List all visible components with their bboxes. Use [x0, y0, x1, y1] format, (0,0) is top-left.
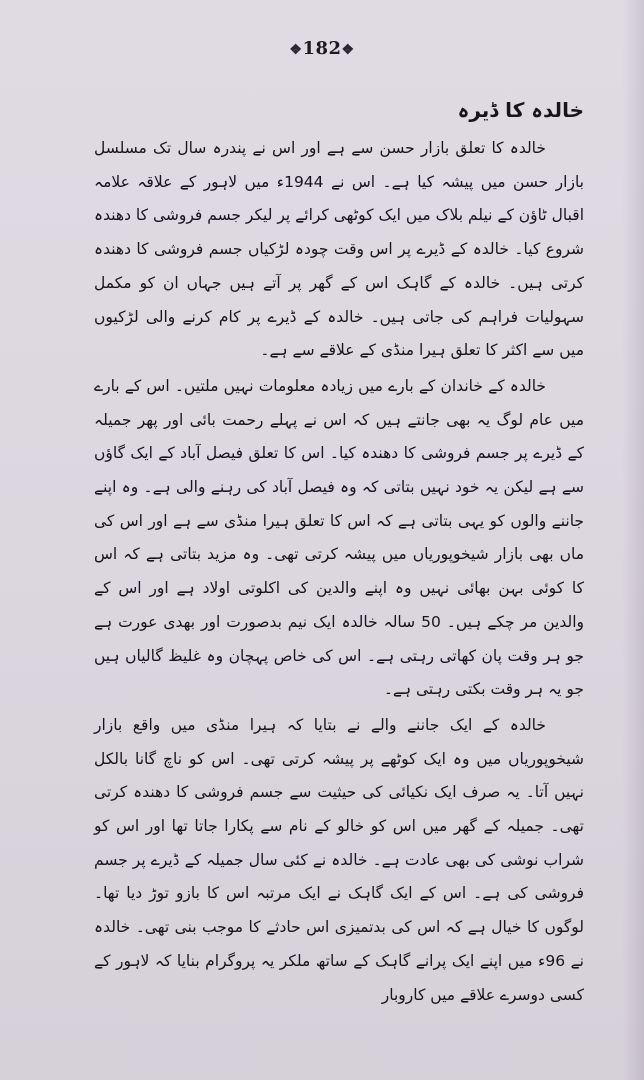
paragraph-3: خالدہ کے ایک جاننے والے نے بتایا کہ ہیرا منڈی میں واقع بازار شیخوپوریاں میں وہ ایک کوٹھے پر پیشہ کرتی تھی۔ اس کو ناچ گانا بالکل نہیں آتا۔ یہ صرف ایک نکیائی کی حیثیت سے جسم فروشی کا دھندہ کرتی تھی۔ جمیلہ کے گھر میں اس کو خالو کے نام سے پکارا جاتا تھا اور اس کو شراب نوشی کی بھی عادت ہے۔ خالدہ نے کئی سال جمیلہ کے ڈیرے پر جسم فروشی کی ہے۔ اس کے ایک گاہک نے ایک مرتبہ اس کا بازو توڑ دیا تھا۔ لوگوں کا خیال ہے کہ اس کی بدتمیزی اس حادثے کا موجب بنی تھی۔ خالدہ نے 96ء میں اپنے ایک پرانے گاہک کے ساتھ ملکر یہ پروگرام بنایا کہ لاہور کے کسی دوسرے علاقے میں کاروبار: [94, 715, 584, 1004]
article-heading: خالدہ کا ڈیرہ: [457, 98, 584, 122]
article-body: [94, 92, 584, 1012]
ornament-right-icon: ❖: [341, 42, 355, 58]
paragraph-1: خالدہ کا تعلق بازار حسن سے ہے اور اس نے پندرہ سال تک مسلسل بازار حسن میں پیشہ کیا ہے۔ اس نے 1944ء میں لاہور کے علاقہ علامہ اقبال ٹاؤن کے نیلم بلاک میں ایک کوٹھی کرائے پر لیکر جسم فروشی کا دھندہ شروع کیا۔ خالدہ کے ڈیرے پر اس وقت چودہ لڑکیاں جسم فروشی کا دھندہ کرتی ہیں۔ خالدہ کے گاہک اس کے گھر پر آتے ہیں جہاں ان کو مکمل سہولیات فراہم کی جاتی ہیں۔ خالدہ کے ڈیرے پر کام کرنے والی لڑکیوں میں سے اکثر کا تعلق ہیرا منڈی کے علاقے سے ہے۔: [94, 139, 584, 360]
page-number: [0, 38, 644, 59]
page-edge-shadow: [622, 0, 644, 1080]
ornament-left-icon: ❖: [289, 42, 303, 58]
page-number-value: 182: [302, 38, 342, 59]
paragraph-2: خالدہ کے خاندان کے بارے میں زیادہ معلومات نہیں ملتیں۔ اس کے بارے میں عام لوگ یہ بھی جانتے ہیں کہ اس نے پہلے رحمت بائی اور پھر جمیلہ کے ڈیرے پر جسم فروشی کا دھندہ کیا۔ اس کا تعلق فیصل آباد کے ایک گاؤں سے ہے لیکن یہ خود نہیں بتاتی کہ وہ فیصل آباد کی رہنے والی ہے۔ وہ اپنے جاننے والوں کو یہی بتاتی ہے کہ اس کا تعلق ہیرا منڈی سے ہے اور اس کی ماں بھی بازار شیخوپوریاں میں پیشہ کرتی تھی۔ وہ مزید بتاتی ہے کہ اس کا کوئی بہن بھائی نہیں وہ اپنے والدین کی اکلوتی اولاد ہے اور اس کے والدین مر چکے ہیں۔ 50 سالہ خالدہ ایک نیم بدصورت اور بھدی عورت ہے جو ہر وقت پان کھاتی رہتی ہے۔ اس کی خاص پہچان وہ غلیظ گالیاں ہیں جو یہ ہر وقت بکتی رہتی ہے۔: [94, 376, 584, 699]
